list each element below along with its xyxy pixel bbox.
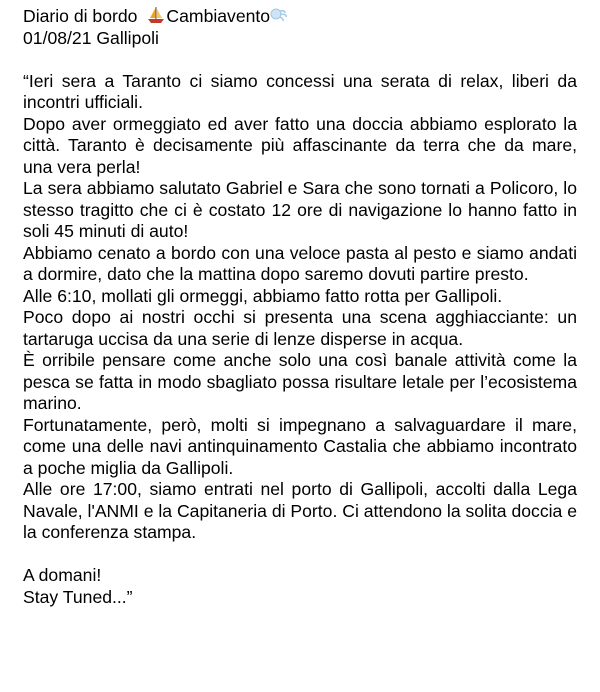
diary-title: Diario di bordo [23, 6, 138, 26]
paragraph: Alle ore 17:00, siamo entrati nel porto di Gallipoli, accolti dalla Lega Navale, l'ANMI e la Capitaneria di Porto. Ci attendono la solita doccia e la conferenza stampa. [23, 479, 577, 542]
paragraph: La sera abbiamo salutato Gabriel e Sara che sono tornati a Policoro, lo stesso tragitto che ci è costato 12 ore di navigazione lo hanno fatto in soli 45 minuti di auto! [23, 178, 577, 241]
closing-signoff: Stay Tuned...” [23, 586, 133, 607]
sailboat-icon [147, 6, 165, 24]
closing-greeting: A domani! [23, 565, 102, 585]
paragraph: “Ieri sera a Taranto ci siamo concessi una serata di relax, liberi da incontri ufficiali. [23, 70, 577, 112]
diary-entry [23, 6, 577, 608]
spacer [23, 49, 577, 71]
date-place: 01/08/21 Gallipoli [23, 27, 159, 48]
wind-face-icon [270, 6, 288, 24]
paragraph: È orribile pensare come anche solo una così banale attività come la pesca se fatta in modo sbagliato possa risultare letale per l’ecosistema marino. [23, 350, 577, 413]
paragraph: Abbiamo cenato a bordo con una veloce pasta al pesto e siamo andati a dormire, dato che la mattina dopo saremo dovuti partire presto. [23, 242, 577, 284]
paragraph: Alle 6:10, mollati gli ormeggi, abbiamo fatto rotta per Gallipoli. [23, 285, 503, 306]
paragraph: Poco dopo ai nostri occhi si presenta una scena agghiacciante: un tartaruga uccisa da una serie di lenze disperse in acqua. [23, 307, 577, 349]
spacer [23, 544, 577, 566]
paragraph: Fortunatamente, però, molti si impegnano a salvaguardare il mare, come una delle navi antinquinamento Castalia che abbiamo incontrato a poche miglia da Gallipoli. [23, 414, 577, 478]
header-title-line [23, 6, 577, 28]
paragraph: Dopo aver ormeggiato ed aver fatto una doccia abbiamo esplorato la città. Taranto è decisamente più affascinante da terra che da mare, una vera perla! [23, 113, 577, 177]
brand-name: Cambiavento [166, 6, 271, 26]
